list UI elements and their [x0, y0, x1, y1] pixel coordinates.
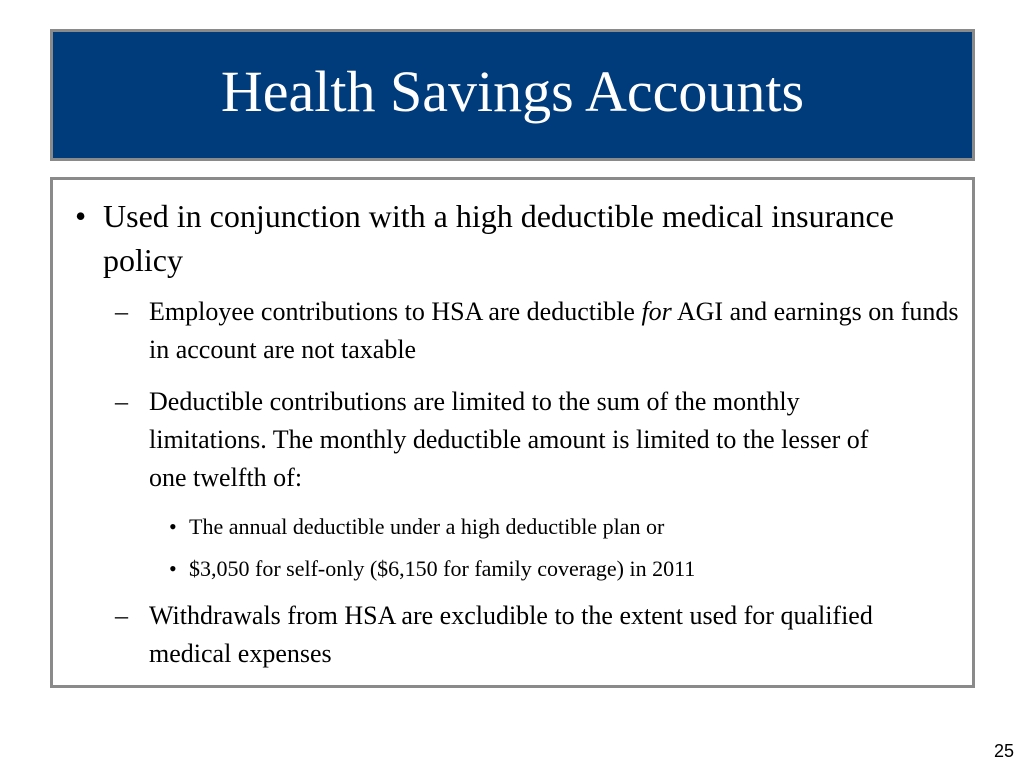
page-number: 25 — [993, 741, 1014, 761]
content-box — [50, 177, 975, 688]
sub-sub-bullet-2-text: $3,050 for self-only ($6,150 for family coverage) in 2011 — [189, 556, 696, 581]
main-bullet — [65, 194, 955, 282]
sub-sub-bullet-2 — [169, 554, 949, 584]
sub-bullet-2-text: Deductible contributions are limited to the sum of the monthly limitations. The monthly deductible amount is limited to the lesser of one twelfth of: — [149, 387, 869, 492]
dash-icon: – — [115, 297, 128, 326]
bullet-icon: • — [169, 514, 177, 539]
sub-bullet-1-text-start: Employee contributions to HSA are deductible — [149, 297, 642, 326]
sub-bullet-3 — [115, 597, 915, 673]
slide-title: Health Savings Accounts — [220, 59, 805, 124]
bullet-icon: • — [169, 556, 177, 581]
sub-bullet-2 — [115, 383, 905, 497]
sub-bullet-1-italic: for — [641, 297, 672, 326]
dash-icon: – — [115, 601, 128, 630]
sub-bullet-3-text: Withdrawals from HSA are excludible to the extent used for qualified medical expenses — [149, 601, 873, 668]
sub-bullet-1-text — [149, 293, 965, 369]
sub-sub-bullet-1-text: The annual deductible under a high deductible plan or — [189, 514, 665, 539]
bullet-icon: • — [75, 198, 87, 234]
title-banner — [50, 29, 975, 161]
sub-bullet-1-text-end: AGI and earnings on funds in account are not taxable — [149, 297, 959, 364]
sub-sub-bullet-1 — [169, 512, 949, 542]
sub-bullet-1 — [115, 293, 965, 369]
dash-icon: – — [115, 387, 128, 416]
main-bullet-text: Used in conjunction with a high deductible medical insurance policy — [103, 198, 894, 278]
